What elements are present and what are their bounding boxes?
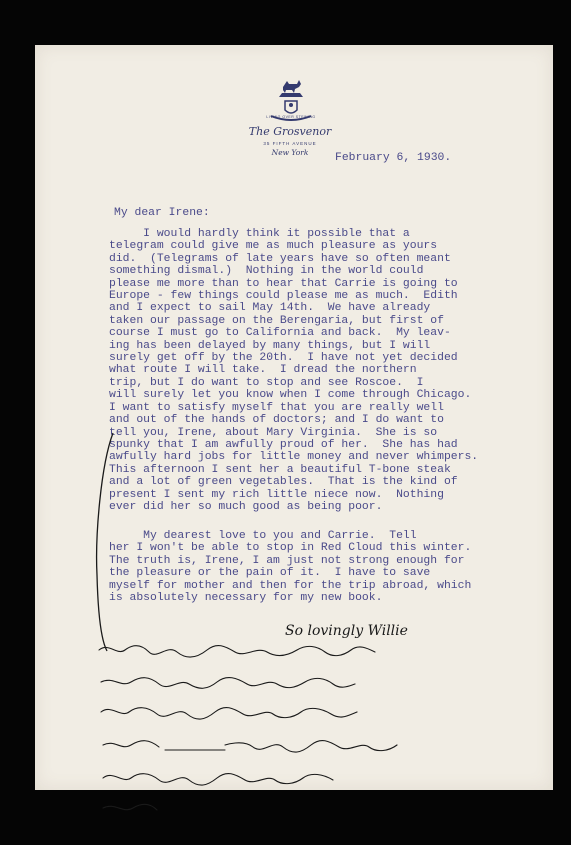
letter-page	[35, 45, 553, 790]
letterhead-motto: LIVING OVER STEWING	[266, 115, 316, 119]
letter-date: February 6, 1930.	[335, 152, 452, 164]
margin-bracket-mark	[85, 425, 125, 655]
svg-text:So lovingly Willie: So lovingly Willie	[285, 623, 408, 639]
letterhead-address: 35 FIFTH AVENUE	[263, 141, 317, 146]
letterhead-hotel-name: The Grosvenor	[248, 125, 332, 138]
hotel-crest-icon	[261, 73, 321, 133]
letterhead-city: New York	[271, 148, 309, 157]
letter-paragraph-1: I would hardly think it possible that a telegram could give me as much pleasure as yours did. (Telegrams of late years have so often meant something dismal.) Nothing in the world could please me more than to hear that Carrie is going to Europe - few things could please me as much. Edith and I expect to sail May 14th. We have already taken our passage on the Berengaria, but first of course I must go to California and back. My leav- ing has been delayed by many things, but I will surely get off by the 20th. I have not yet decided what route I will take. I dread the northern trip, but I do want to stop and see Roscoe. I will surely let you know when I come through Chicago. I want to satisfy myself that you are really well and out of the hands of doctors; and I do want to tell you, Irene, about Mary Virginia. She is so spunky that I am awfully proud of her. She has had awfully hard jobs for little money and never whimpers. This afternoon I sent her a beautiful T-bone steak and a lot of green vegetables. That is the kind of present I sent my rich little niece now. Nothing ever did her so much good as being poor.	[109, 228, 479, 513]
letter-paragraph-2: My dearest love to you and Carrie. Tell her I won't be able to stop in Red Cloud this winter. The truth is, Irene, I am just not strong enough for the pleasure or the pain of it. I have to save myself for mother and then for the trip abroad, which is absolutely necessary for my new book.	[109, 530, 472, 605]
svg-text:This is a secret. I don't know: This is a secret. I don't know how much the family know about these affairs, and I don't want to give anything away. She is terribly rich — but it's such a hard year to get work. I don't believe they'll ever starve her out!	[95, 630, 182, 631]
letter-salutation: My dear Irene:	[114, 207, 210, 219]
